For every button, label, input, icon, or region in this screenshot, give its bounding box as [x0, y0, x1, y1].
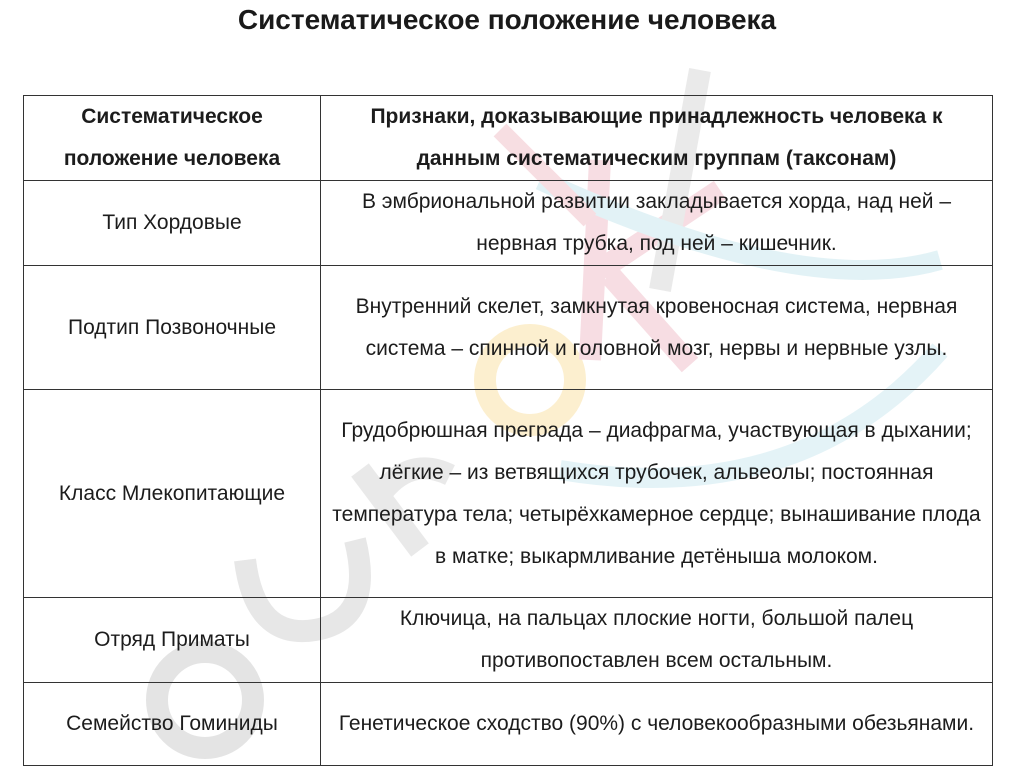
header-taxon: Систематическое положение человека	[24, 96, 321, 181]
page-title: Систематическое положение человека	[237, 4, 777, 35]
table-row	[24, 598, 993, 683]
taxon-cell: Класс Млекопитающие	[24, 390, 321, 598]
table-row	[24, 390, 993, 598]
features-cell: Грудобрюшная преграда – диафрагма, участвующая в дыхании; лёгкие – из ветвящихся трубочек, альвеолы; постоянная температура тела; четырёхкамерное сердце; вынашивание плода в матке; выкармливание детёныша молоком.	[321, 390, 993, 598]
taxon-cell: Семейство Гоминиды	[24, 683, 321, 766]
taxonomy-table	[23, 95, 993, 766]
table-row	[24, 181, 993, 266]
header-features: Признаки, доказывающие принадлежность человека к данным систематическим группам (таксонам)	[321, 96, 993, 181]
table-row	[24, 683, 993, 766]
taxon-cell: Отряд Приматы	[24, 598, 321, 683]
taxon-cell: Подтип Позвоночные	[24, 266, 321, 390]
features-cell: Генетическое сходство (90%) с человекообразными обезьянами.	[321, 683, 993, 766]
table-row	[24, 266, 993, 390]
features-cell: Внутренний скелет, замкнутая кровеносная система, нервная система – спинной и головной мозг, нервы и нервные узлы.	[321, 266, 993, 390]
features-cell: Ключица, на пальцах плоские ногти, большой палец противопоставлен всем остальным.	[321, 598, 993, 683]
taxon-cell: Тип Хордовые	[24, 181, 321, 266]
table-header-row	[24, 96, 993, 181]
features-cell: В эмбриональной развитии закладывается хорда, над ней – нервная трубка, под ней – кишечник.	[321, 181, 993, 266]
